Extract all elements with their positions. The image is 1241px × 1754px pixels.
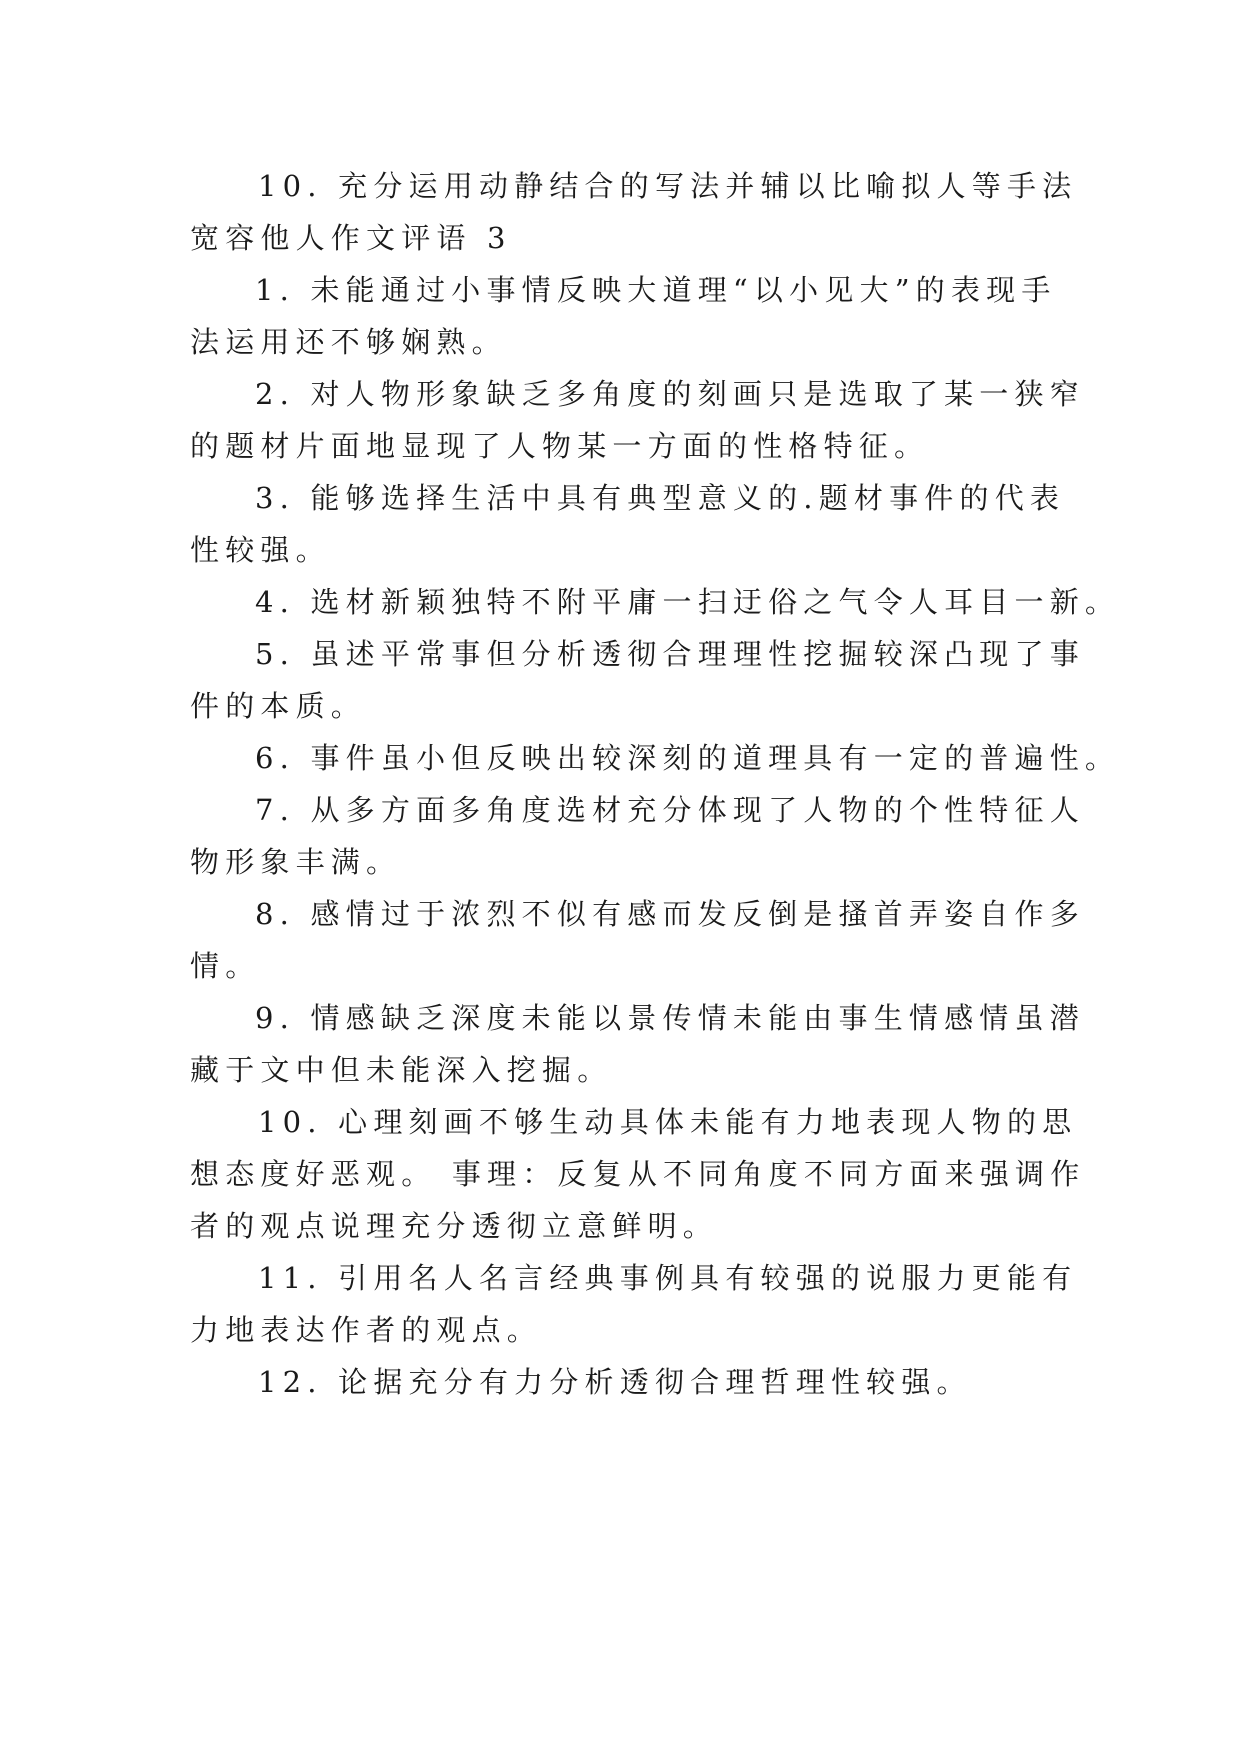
paragraph-line: 10. 充分运用动静结合的写法并辅以比喻拟人等手法 bbox=[258, 169, 1078, 203]
paragraph-line: 的题材片面地显现了人物某一方面的性格特征。 bbox=[190, 429, 930, 463]
paragraph-line: 8. 感情过于浓烈不似有感而发反倒是搔首弄姿自作多 bbox=[255, 897, 1085, 931]
paragraph-line: 力地表达作者的观点。 bbox=[190, 1313, 543, 1347]
paragraph-line: 物形象丰满。 bbox=[190, 845, 402, 879]
paragraph-line: 3. 能够选择生活中具有典型意义的.题材事件的代表 bbox=[255, 481, 1066, 515]
paragraph-line: 者的观点说理充分透彻立意鲜明。 bbox=[190, 1209, 719, 1243]
paragraph-line: 5. 虽述平常事但分析透彻合理理性挖掘较深凸现了事 bbox=[255, 637, 1085, 671]
paragraph-line: 7. 从多方面多角度选材充分体现了人物的个性特征人 bbox=[255, 793, 1085, 827]
paragraph-line: 情。 bbox=[190, 949, 261, 983]
paragraph-line: 9. 情感缺乏深度未能以景传情未能由事生情感情虽潜 bbox=[255, 1001, 1085, 1035]
paragraph-line: 10. 心理刻画不够生动具体未能有力地表现人物的思 bbox=[258, 1105, 1078, 1139]
paragraph-line: 6. 事件虽小但反映出较深刻的道理具有一定的普遍性。 bbox=[255, 741, 1121, 775]
paragraph-line: 性较强。 bbox=[190, 533, 331, 567]
paragraph-line: 想态度好恶观。 事理：反复从不同角度不同方面来强调作 bbox=[190, 1157, 1086, 1191]
paragraph-line: 法运用还不够娴熟。 bbox=[190, 325, 507, 359]
paragraph-line: 4. 选材新颖独特不附平庸一扫迂俗之气令人耳目一新。 bbox=[255, 585, 1121, 619]
paragraph-line: 1. 未能通过小事情反映大道理“以小见大”的表现手 bbox=[255, 273, 1057, 307]
section-heading: 宽容他人作文评语 3 bbox=[190, 221, 512, 255]
paragraph-line: 2. 对人物形象缺乏多角度的刻画只是选取了某一狭窄 bbox=[255, 377, 1085, 411]
paragraph-line: 11. 引用名人名言经典事例具有较强的说服力更能有 bbox=[258, 1261, 1078, 1295]
paragraph-line: 藏于文中但未能深入挖掘。 bbox=[190, 1053, 613, 1087]
paragraph-line: 件的本质。 bbox=[190, 689, 367, 723]
paragraph-line: 12. 论据充分有力分析透彻合理哲理性较强。 bbox=[258, 1365, 972, 1399]
